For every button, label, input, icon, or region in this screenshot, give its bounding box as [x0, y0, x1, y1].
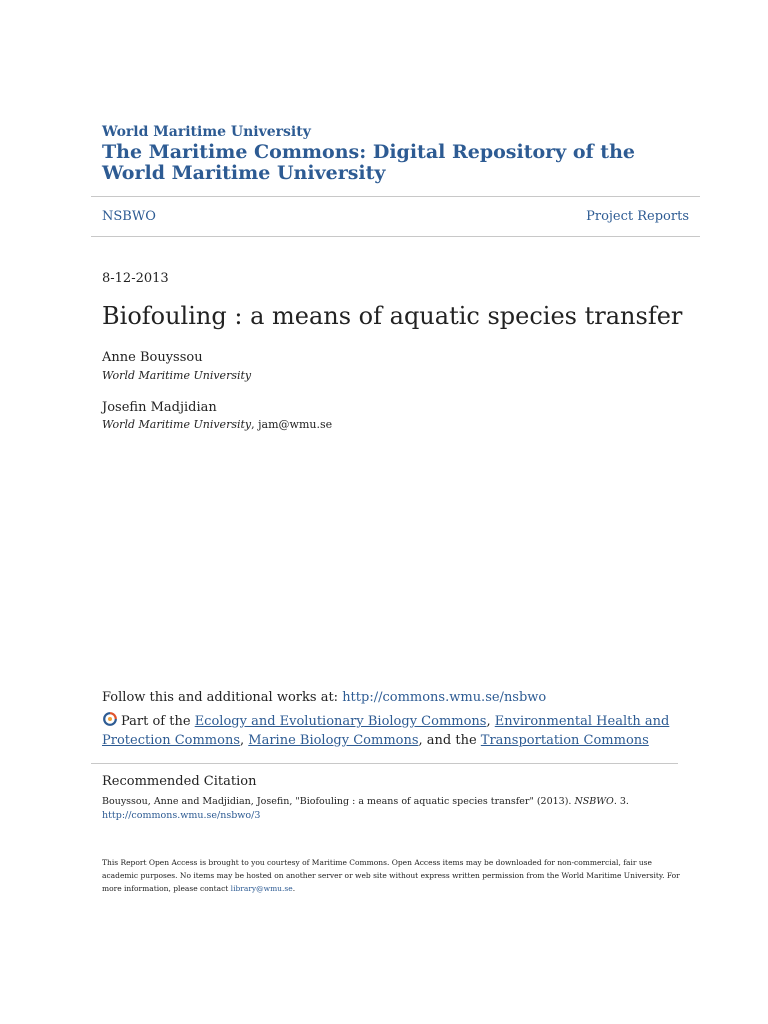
open-access-notice — [102, 856, 682, 895]
university-name: World Maritime University — [102, 124, 311, 140]
divider — [91, 236, 700, 237]
citation-number: . 3. — [613, 796, 629, 807]
paper-title: Biofouling : a means of aquatic species transfer — [102, 302, 683, 330]
author-affiliation — [102, 369, 251, 383]
separator: , and the — [418, 733, 481, 748]
separator: , — [240, 733, 249, 748]
commons-link-marine-biology[interactable]: Marine Biology Commons — [248, 733, 419, 748]
author-email: jam@wmu.se — [258, 418, 333, 431]
part-of-prefix: Part of the — [121, 714, 195, 729]
notice-end: . — [292, 884, 296, 893]
notice-text: This Report Open Access is brought to you courtesy of Maritime Commons. Open Access items may be downloaded for non-commercial, fair use academic purposes. No items may be hosted on another server or web site without express written permission from the World Maritime University. For more information, please contact — [102, 858, 680, 893]
contact-email-link[interactable]: library@wmu.se — [230, 884, 293, 893]
separator: , — [486, 714, 495, 729]
open-access-icon — [102, 711, 118, 727]
repository-header — [102, 124, 702, 184]
collection-url-link[interactable]: http://commons.wmu.se/nsbwo — [342, 690, 547, 705]
author-affiliation — [102, 418, 332, 432]
divider — [91, 196, 700, 197]
series-link[interactable]: Project Reports — [586, 209, 689, 224]
repository-title: The Maritime Commons: Digital Repository of the World Maritime University — [102, 141, 635, 184]
follow-label: Follow this and additional works at: — [102, 690, 343, 705]
citation-text — [102, 795, 682, 823]
commons-link-transportation[interactable]: Transportation Commons — [480, 733, 649, 748]
separator: , — [251, 418, 259, 431]
author-name: Josefin Madjidian — [102, 400, 217, 415]
collection-link[interactable]: NSBWO — [102, 209, 156, 224]
publication-date: 8-12-2013 — [102, 271, 169, 286]
citation-body: Bouyssou, Anne and Madjidian, Josefin, "Biofouling : a means of aquatic species transfer" (2013). — [102, 796, 575, 807]
part-of-commons — [102, 711, 682, 750]
citation-url-link[interactable]: http://commons.wmu.se/nsbwo/3 — [102, 810, 261, 821]
affiliation-name: World Maritime University — [102, 369, 252, 382]
author-name: Anne Bouyssou — [102, 350, 203, 365]
citation-heading: Recommended Citation — [102, 774, 257, 789]
follow-line — [102, 689, 546, 707]
collection-nav — [102, 207, 689, 227]
affiliation-name: World Maritime University — [102, 418, 252, 431]
citation-series: NSBWO — [574, 796, 614, 807]
commons-link-environmental-health[interactable]: Environmental Health and Protection Commons — [102, 714, 670, 748]
divider — [91, 763, 678, 764]
commons-link-ecology[interactable]: Ecology and Evolutionary Biology Commons — [194, 714, 487, 729]
